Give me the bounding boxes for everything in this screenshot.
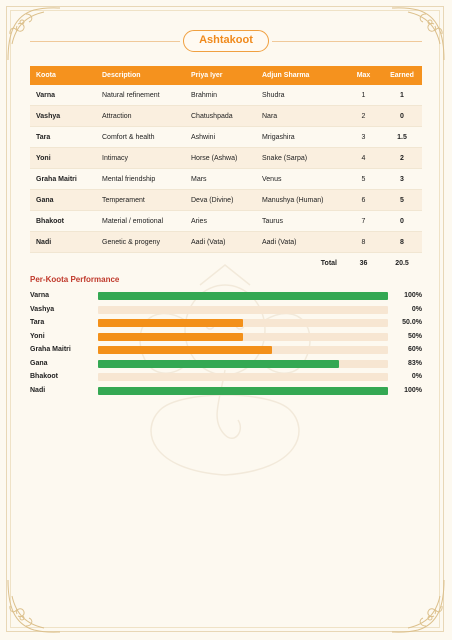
performance-row (30, 332, 422, 342)
max-cell: 1 (345, 85, 382, 106)
earned-cell: 0 (382, 106, 422, 127)
corner-ornament-icon (4, 576, 64, 636)
person-2-cell: Manushya (Human) (256, 190, 345, 211)
header-person-1: Priya Iyer (185, 66, 256, 85)
table-total-row (30, 253, 422, 274)
max-cell: 8 (345, 232, 382, 253)
table-row (30, 106, 422, 127)
performance-percent: 0% (411, 305, 422, 313)
performance-bar (98, 333, 243, 341)
title-banner (0, 30, 452, 54)
performance-row (30, 318, 422, 328)
performance-bar (98, 292, 388, 300)
performance-percent: 0% (411, 373, 422, 380)
performance-row (30, 305, 422, 315)
description-cell: Attraction (96, 106, 185, 127)
max-cell: 5 (345, 169, 382, 190)
table-row (30, 190, 422, 211)
header-earned: Earned (382, 66, 422, 85)
table-row (30, 211, 422, 232)
corner-ornament-icon (388, 576, 448, 636)
earned-cell: 1.5 (382, 127, 422, 148)
ashtakoot-table (30, 66, 422, 273)
description-cell: Natural refinement (96, 85, 185, 106)
header-person-2: Adjun Sharma (256, 66, 345, 85)
performance-label: Graha Maitri (30, 346, 71, 353)
table-row (30, 169, 422, 190)
max-cell: 6 (345, 190, 382, 211)
earned-cell: 5 (382, 190, 422, 211)
person-2-cell: Nara (256, 106, 345, 127)
koota-cell: Gana (30, 190, 96, 211)
performance-row (30, 359, 422, 369)
person-1-cell: Aadi (Vata) (185, 232, 256, 253)
performance-label: Gana (30, 359, 48, 367)
performance-row (30, 372, 422, 382)
page-title: Ashtakoot (183, 30, 269, 52)
person-2-cell: Shudra (256, 85, 345, 106)
person-2-cell: Taurus (256, 211, 345, 232)
max-cell: 4 (345, 148, 382, 169)
header-max: Max (345, 66, 382, 85)
table-header-row (30, 66, 422, 85)
performance-bar (98, 387, 388, 395)
koota-cell: Vashya (30, 106, 96, 127)
performance-percent: 50.0% (402, 319, 422, 326)
performance-track (98, 387, 388, 395)
koota-cell: Varna (30, 85, 96, 106)
performance-track (98, 292, 388, 300)
performance-bar (98, 360, 339, 368)
performance-percent: 83% (407, 359, 422, 367)
person-1-cell: Chatushpada (185, 106, 256, 127)
earned-cell: 8 (382, 232, 422, 253)
max-cell: 7 (345, 211, 382, 232)
koota-cell: Graha Maitri (30, 169, 96, 190)
person-1-cell: Brahmin (185, 85, 256, 106)
total-earned: 20.5 (395, 259, 409, 267)
total-label: Total (320, 259, 337, 267)
earned-cell: 0 (382, 211, 422, 232)
earned-cell: 1 (382, 85, 422, 106)
performance-row (30, 291, 422, 301)
performance-label: Tara (30, 319, 45, 326)
title-divider-right (272, 41, 422, 42)
description-cell: Intimacy (96, 148, 185, 169)
performance-label: Nadi (30, 386, 46, 394)
description-cell: Mental friendship (96, 169, 185, 190)
performance-track (98, 306, 388, 314)
person-2-cell: Mrigashira (256, 127, 345, 148)
person-1-cell: Mars (185, 169, 256, 190)
table-row (30, 85, 422, 106)
performance-track (98, 333, 388, 341)
koota-cell: Yoni (30, 148, 96, 169)
person-1-cell: Horse (Ashwa) (185, 148, 256, 169)
performance-track (98, 373, 388, 381)
table-body (30, 85, 422, 273)
performance-bar (98, 346, 272, 354)
performance-label: Bhakoot (30, 373, 58, 380)
performance-title: Per-Koota Performance (30, 275, 120, 284)
max-cell: 3 (345, 127, 382, 148)
earned-cell: 3 (382, 169, 422, 190)
table-row (30, 127, 422, 148)
koota-cell: Bhakoot (30, 211, 96, 232)
header-description: Description (96, 66, 185, 85)
performance-percent: 50% (407, 332, 422, 340)
table-row (30, 148, 422, 169)
koota-cell: Nadi (30, 232, 96, 253)
performance-label: Varna (30, 292, 50, 299)
person-2-cell: Venus (256, 169, 345, 190)
person-1-cell: Aries (185, 211, 256, 232)
table-row (30, 232, 422, 253)
description-cell: Comfort & health (96, 127, 185, 148)
total-max: 36 (359, 259, 368, 267)
performance-percent: 60% (407, 346, 422, 353)
koota-cell: Tara (30, 127, 96, 148)
performance-bar (98, 319, 243, 327)
performance-track (98, 360, 388, 368)
earned-cell: 2 (382, 148, 422, 169)
performance-percent: 100% (404, 292, 422, 299)
performance-track (98, 319, 388, 327)
performance-percent: 100% (404, 386, 422, 394)
performance-label: Yoni (30, 332, 45, 340)
max-cell: 2 (345, 106, 382, 127)
person-1-cell: Deva (Divine) (185, 190, 256, 211)
description-cell: Material / emotional (96, 211, 185, 232)
person-2-cell: Aadi (Vata) (256, 232, 345, 253)
performance-row (30, 345, 422, 355)
person-2-cell: Snake (Sarpa) (256, 148, 345, 169)
description-cell: Genetic & progeny (96, 232, 185, 253)
description-cell: Temperament (96, 190, 185, 211)
performance-label: Vashya (30, 305, 55, 313)
header-koota: Koota (30, 66, 96, 85)
title-divider-left (30, 41, 180, 42)
performance-row (30, 386, 422, 396)
person-1-cell: Ashwini (185, 127, 256, 148)
performance-track (98, 346, 388, 354)
